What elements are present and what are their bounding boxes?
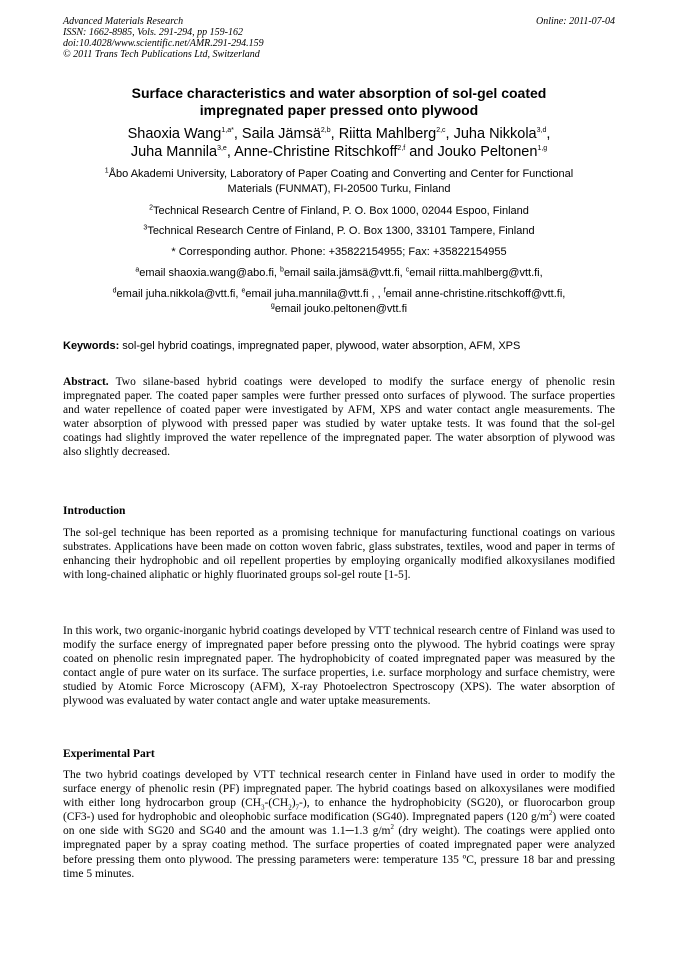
affiliation-sup: 2	[149, 204, 154, 212]
author-sup: 2,b	[320, 127, 331, 135]
email-a[interactable]: email shaoxia.wang@abo.fi,	[139, 267, 281, 279]
introduction-paragraph-2: In this work, two organic-inorganic hybrid coatings developed by VTT technical research centre of Finland was used to modify the surface energy of impregnated paper before pressing onto the plywood. The hybrid coatings were spray coated on phenolic resin impregnated paper. The hydrophobicity of coated impregnated paper was measured by the contact angle of pure water on its surface. The surface properties, i.e. surface morphology and surface chemistry, were studied by Atomic Force Microscopy (AFM), X-ray Photoelectron Spectroscopy (XPS). The water absorption of plywood was evaluated by water contact angle and water uptake measurements.	[63, 625, 615, 708]
experimental-paragraph	[63, 768, 615, 881]
abstract-label: Abstract.	[63, 376, 109, 388]
author-separator: and	[405, 144, 438, 160]
subscript: 2	[288, 803, 292, 812]
paper-title	[63, 85, 615, 119]
email-sup: g	[270, 302, 275, 310]
author-separator: ,	[226, 144, 235, 160]
experimental-text: )	[291, 797, 296, 810]
experimental-text: The two hybrid coatings developed by VTT technical research center in Finland have used in order to modify the surface energy of phenolic resin (PF) impregnated paper. The hybrid coatings based on alkoxysilanes were modified with either long hydrocarbon group (CH	[63, 769, 615, 810]
author-name: Riitta Mahlberg	[338, 126, 437, 142]
journal-header	[63, 16, 264, 60]
title-line-1: Surface characteristics and water absorption of sol-gel coated	[131, 85, 547, 101]
keywords-text: sol-gel hybrid coatings, impregnated paper, plywood, water absorption, AFM, XPS	[119, 340, 521, 352]
affiliation-2	[63, 204, 615, 219]
author-name: Shaoxia Wang	[127, 126, 222, 142]
subscript: 7	[295, 803, 300, 812]
author-sup: 3,e	[217, 145, 227, 153]
affiliation-sup: 1	[104, 167, 109, 175]
introduction-paragraph-1: The sol-gel technique has been reported as a promising technique for manufacturing functional coatings on various substrates. Applications have been made on cotton woven fabric, glass substrates, textiles, wood and paper in terms of enhancing their hydrophobic and oil repellent properties by employing organically modified alkoxysilanes modified with long-chained aliphatic or highly fluorinated groups sol-gel route [1-5].	[63, 527, 615, 582]
author-name: Jouko Peltonen	[437, 144, 538, 160]
doi-line[interactable]: doi:10.4028/www.scientific.net/AMR.291-294.159	[63, 38, 264, 49]
title-line-2: impregnated paper pressed onto plywood	[199, 102, 479, 118]
email-sup: d	[112, 287, 117, 295]
email-line-2	[63, 287, 615, 302]
keywords-label: Keywords:	[63, 340, 120, 352]
subscript: 3	[261, 803, 265, 812]
affiliation-1-line-2: Materials (FUNMAT), FI-20500 Turku, Finland	[227, 183, 451, 195]
author-name: Saila Jämsä	[241, 126, 321, 142]
experimental-heading: Experimental Part	[63, 748, 155, 760]
email-b[interactable]: email saila.jämsä@vtt.fi,	[283, 267, 406, 279]
affiliation-1	[63, 167, 615, 197]
email-e[interactable]: email juha.mannila@vtt.fi , ,	[245, 288, 384, 300]
email-sup: e	[241, 287, 246, 295]
author-line-2	[63, 143, 615, 161]
experimental-text: (dry weight). The coatings were applied onto impregnated paper by a spray coating method. The surface properties of coated impregnated paper were analyzed before pressing them onto plywood. The pressing parameters were: temperature 135 ºC, pressure 18 bar and pressing time 5 minutes.	[63, 825, 616, 880]
email-c[interactable]: email riitta.mahlberg@vtt.fi,	[409, 267, 543, 279]
journal-name: Advanced Materials Research	[63, 16, 184, 27]
abstract	[63, 375, 615, 460]
author-separator: ,	[546, 126, 551, 142]
email-line-1	[63, 266, 615, 281]
affiliation-sup: 3	[143, 224, 148, 232]
author-sup: 3,d	[536, 127, 547, 135]
superscript: 2	[548, 809, 553, 818]
author-separator: ,	[330, 126, 339, 142]
affiliation-1-line-1: Åbo Akademi University, Laboratory of Paper Coating and Converting and Center for Functional	[108, 168, 574, 180]
author-line-1	[63, 125, 615, 143]
keywords	[63, 339, 615, 353]
email-sup: f	[383, 287, 386, 295]
corresponding-author: * Corresponding author. Phone: +35822154955; Fax: +35822154955	[171, 246, 507, 258]
email-line-3	[63, 302, 615, 317]
experimental-text: -), to enhance the hydrophobicity (SG20), or fluorocarbon group (CF3-) used for hydrophobic and oleophobic surface modification (SG40). Impregnated papers (120 g/m	[63, 797, 615, 824]
affiliation-3-text: Technical Research Centre of Finland, P. O. Box 1300, 33101 Tampere, Finland	[147, 225, 535, 237]
author-list	[63, 125, 615, 161]
author-name: Juha Mannila	[130, 144, 218, 160]
copyright-line: © 2011 Trans Tech Publications Ltd, Switzerland	[63, 49, 260, 60]
affiliation-3	[63, 224, 615, 239]
author-separator: ,	[233, 126, 242, 142]
abstract-text: Two silane-based hybrid coatings were developed to modify the surface energy of phenolic resin impregnated paper. The coated paper samples were further pressed onto surfaces of plywood. The surface properties and water repellence of coated paper were investigated by AFM, XPS and water contact angle measurements. The water absorption of plywood with pressed paper was studied by water uptake tests. It was found that the sol-gel coatings had slightly improved the water repellence of the impregnated paper. The water absorption of plywood was also slightly decreased.	[63, 376, 615, 459]
email-sup: a	[135, 266, 140, 274]
email-sup: b	[280, 266, 284, 274]
experimental-text: -(CH	[264, 797, 289, 810]
issn-line: ISSN: 1662-8985, Vols. 291-294, pp 159-162	[63, 27, 243, 38]
experimental-text: ) were coated on one side with SG20 and SG40 and the amount was 1.1─1.3 g/m	[63, 811, 615, 838]
author-name: Juha Nikkola	[453, 126, 537, 142]
online-date: Online: 2011-07-04	[536, 16, 615, 27]
superscript: 2	[390, 823, 394, 832]
email-sup: c	[405, 266, 410, 274]
author-sup: 1,a*	[221, 127, 234, 135]
email-f[interactable]: email anne-christine.ritschkoff@vtt.fi,	[385, 288, 566, 300]
introduction-heading: Introduction	[63, 505, 126, 517]
email-d[interactable]: email juha.nikkola@vtt.fi,	[116, 288, 242, 300]
author-sup: 1,g	[537, 145, 548, 153]
email-g[interactable]: email jouko.peltonen@vtt.fi	[274, 303, 408, 315]
author-name: Anne-Christine Ritschkoff	[234, 144, 398, 160]
author-sup: 2,c	[436, 127, 446, 135]
author-sup: 2,f	[397, 145, 406, 153]
author-separator: ,	[445, 126, 454, 142]
affiliation-2-text: Technical Research Centre of Finland, P. O. Box 1000, 02044 Espoo, Finland	[153, 205, 529, 217]
